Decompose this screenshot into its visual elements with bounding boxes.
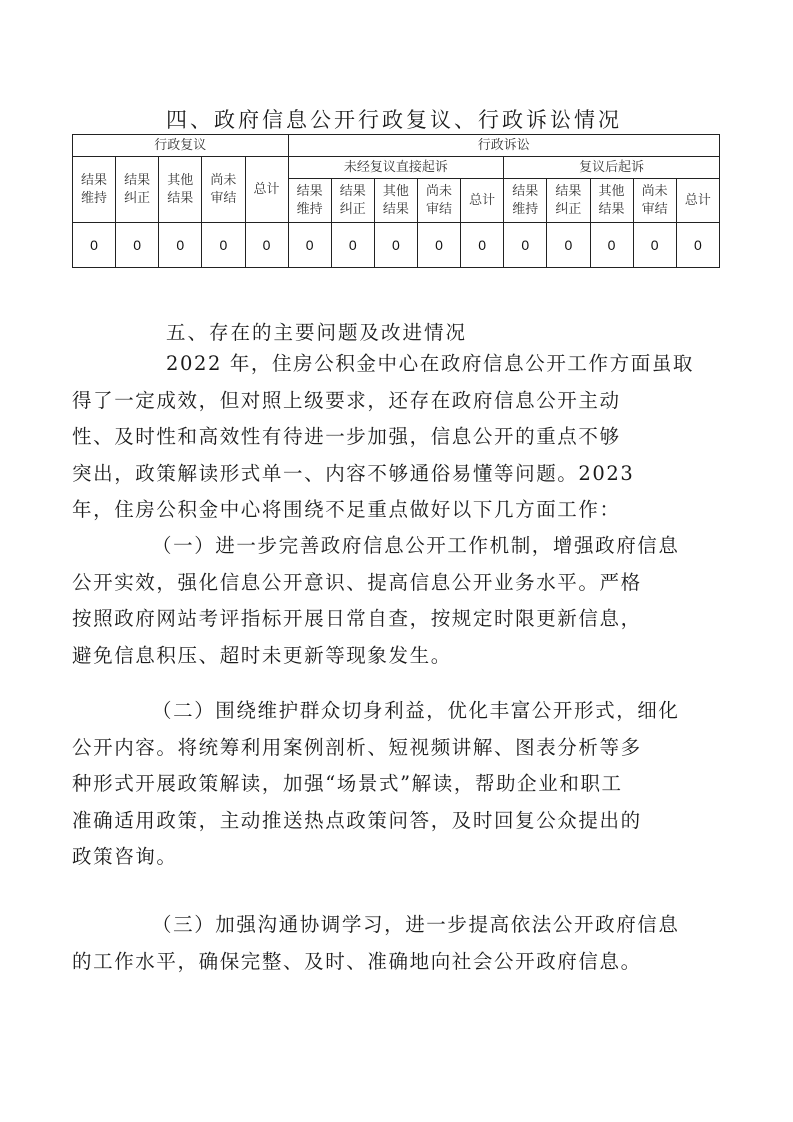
- cell-value: 0: [504, 223, 547, 268]
- text-line: 政策咨询。: [72, 845, 178, 868]
- text-line: 公开实效，强化信息公开意识、提高信息公开业务水平。严格: [72, 570, 642, 594]
- text-line: 公开内容。将统筹利用案例剖析、短视频讲解、图表分析等多: [72, 735, 642, 759]
- paragraph-summary: [72, 346, 695, 529]
- text-line: （三）加强沟通协调学习，进一步提高依法公开政府信息: [152, 913, 680, 936]
- cell-value: 0: [418, 223, 461, 268]
- paragraph-item-2: [72, 693, 680, 876]
- cell-value: 0: [547, 223, 590, 268]
- text-line: 性、及时性和高效性有待进一步加强，信息公开的重点不够: [72, 425, 621, 448]
- text-line: 年，住房公积金中心将围绕不足重点做好以下几方面工作：: [72, 498, 621, 521]
- text-line: 2022 年，住房公积金中心在政府信息公开工作方面虽取: [166, 352, 695, 375]
- cell-value: 0: [676, 223, 719, 268]
- header-direct-litigation: 未经复议直接起诉: [288, 157, 504, 179]
- col-after-pending: 尚未 审结: [633, 179, 676, 223]
- col-review-other: 其他 结果: [159, 157, 202, 223]
- cell-value: 0: [374, 223, 417, 268]
- section5-heading: 五、存在的主要问题及改进情况: [166, 321, 468, 344]
- cell-value: 0: [159, 223, 202, 268]
- text-line: 准确适用政策，主动推送热点政策问答，及时回复公众提出的: [72, 808, 642, 832]
- text-line: 的工作水平，确保完整、及时、准确地向社会公开政府信息。: [72, 949, 642, 973]
- header-admin-litigation: 行政诉讼: [288, 135, 719, 157]
- col-direct-other: 其他 结果: [374, 179, 417, 223]
- col-review-corrected: 结果 纠正: [116, 157, 159, 223]
- col-after-other: 其他 结果: [590, 179, 633, 223]
- cell-value: 0: [245, 223, 288, 268]
- col-after-total: 总计: [676, 179, 719, 223]
- cell-value: 0: [116, 223, 159, 268]
- text-line: 避免信息积压、超时未更新等现象发生。: [72, 643, 452, 667]
- review-litigation-table: [72, 134, 720, 268]
- text-line: 突出，政策解读形式单一、内容不够通俗易懂等问题。2023: [72, 461, 635, 485]
- cell-value: 0: [202, 223, 245, 268]
- cell-value: 0: [590, 223, 633, 268]
- text-line: 种形式开展政策解读，加强“场景式”解读，帮助企业和职工: [72, 772, 623, 795]
- col-review-maintained: 结果 维持: [73, 157, 116, 223]
- col-direct-corrected: 结果 纠正: [331, 179, 374, 223]
- cell-value: 0: [331, 223, 374, 268]
- text-line: （一）进一步完善政府信息公开工作机制，增强政府信息: [152, 534, 680, 557]
- col-after-corrected: 结果 纠正: [547, 179, 590, 223]
- col-after-maintained: 结果 维持: [504, 179, 547, 223]
- cell-value: 0: [633, 223, 676, 268]
- paragraph-item-1: [72, 528, 680, 674]
- col-review-pending: 尚未 审结: [202, 157, 245, 223]
- cell-value: 0: [461, 223, 504, 268]
- header-admin-review: 行政复议: [73, 135, 289, 157]
- cell-value: 0: [73, 223, 116, 268]
- text-line: （二）围绕维护群众切身利益，优化丰富公开形式，细化: [152, 699, 680, 722]
- paragraph-item-3: [72, 907, 680, 980]
- col-direct-maintained: 结果 维持: [288, 179, 331, 223]
- col-review-total: 总计: [245, 157, 288, 223]
- text-line: 按照政府网站考评指标开展日常自查，按规定时限更新信息，: [72, 607, 642, 630]
- cell-value: 0: [288, 223, 331, 268]
- header-litigation-after-review: 复议后起诉: [504, 157, 720, 179]
- section4-heading: 四、政府信息公开行政复议、行政诉讼情况: [166, 108, 622, 132]
- text-line: 得了一定成效，但对照上级要求，还存在政府信息公开主动: [72, 388, 621, 412]
- col-direct-pending: 尚未 审结: [418, 179, 461, 223]
- table-row: [73, 223, 720, 268]
- col-direct-total: 总计: [461, 179, 504, 223]
